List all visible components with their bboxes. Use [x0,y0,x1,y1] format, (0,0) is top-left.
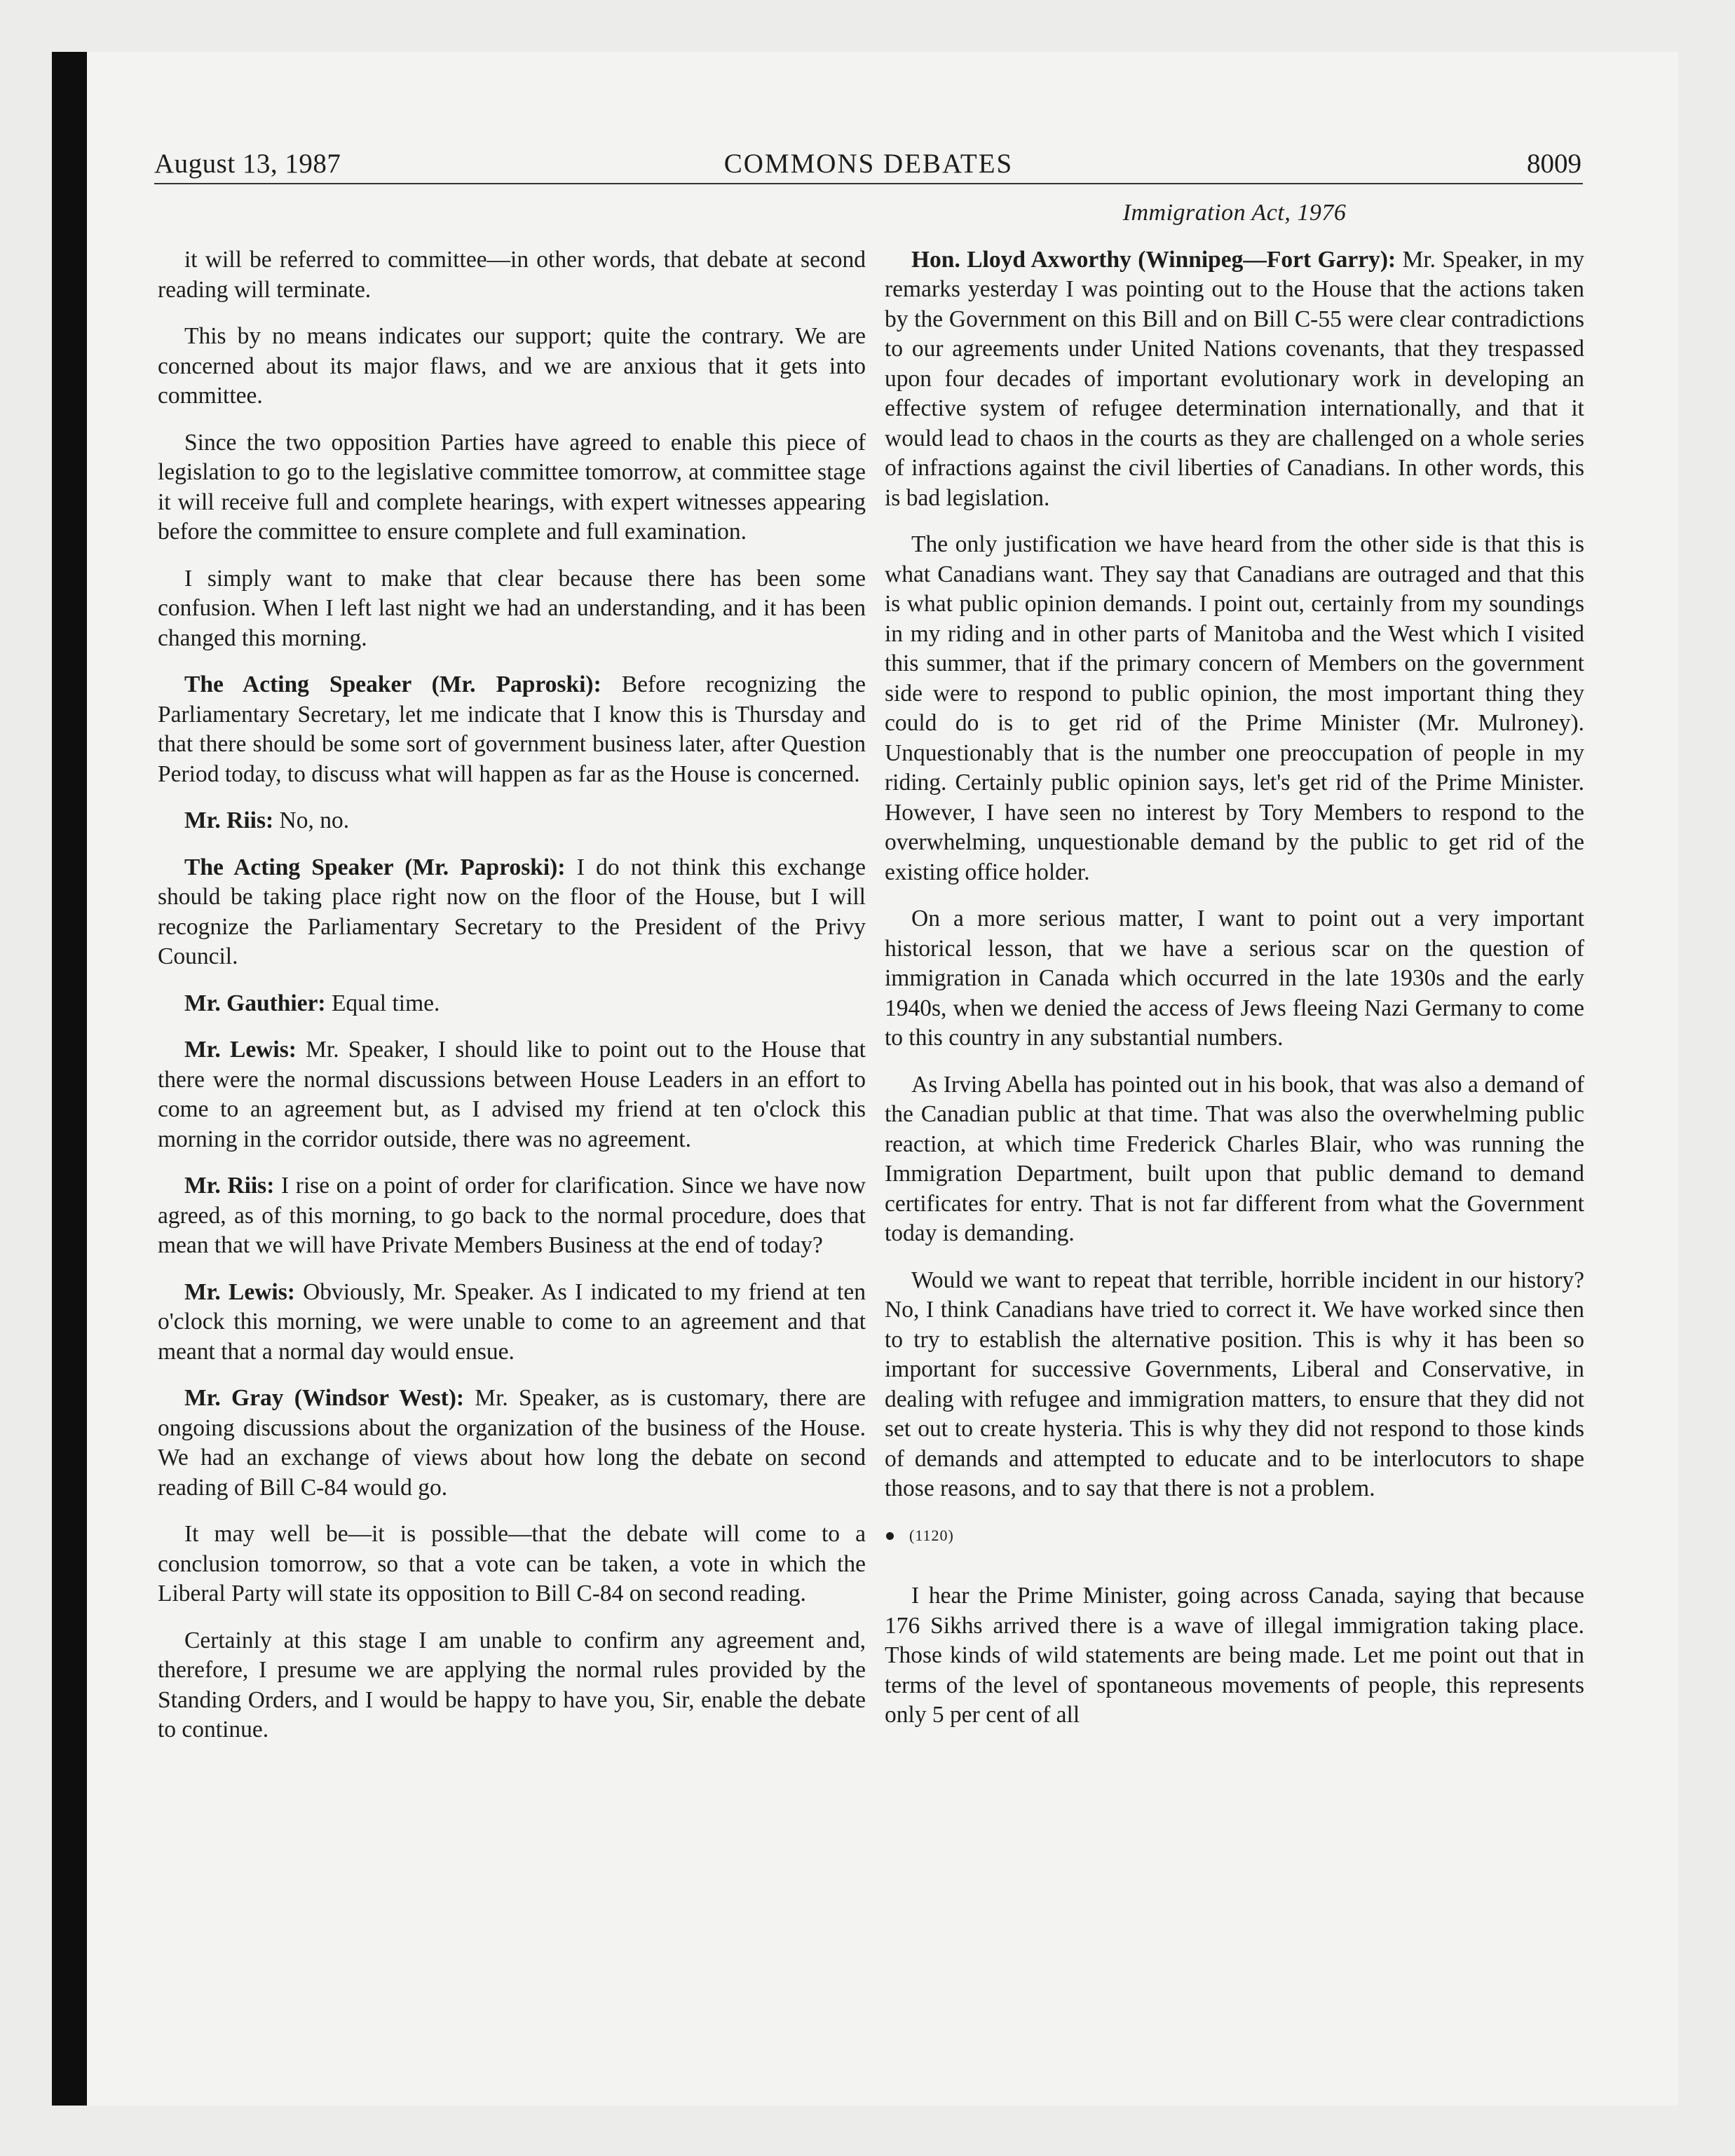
time-marker-text: (1120) [909,1526,954,1544]
paragraph-text: Equal time. [331,990,440,1016]
paragraph [158,322,866,411]
paragraph [158,245,866,305]
right-column-continuation [885,1581,1584,1731]
paragraph [158,670,866,789]
bullet-icon [886,1532,894,1540]
speaker-name: Mr. Gray (Windsor West): [184,1385,465,1411]
paragraph-text: Mr. Speaker, I should like to point out to the House that there were the normal discussions between House Leaders in an effort to come to an agreement but, as I advised my friend at ten o'clock this morning in the corridor outside, there was no agreement. [158,1037,866,1152]
paragraph [158,1520,866,1609]
paragraph [158,1035,866,1154]
paragraph [885,904,1584,1053]
paragraph-text: I simply want to make that clear because there has been some confusion. When I left last night we had an understanding, and it has been changed this morning. [158,565,866,651]
paragraph-text: No, no. [279,807,350,833]
right-column [885,198,1584,1747]
speaker-name: Hon. Lloyd Axworthy (Winnipeg—Fort Garry): [911,246,1396,273]
header-date: August 13, 1987 [154,149,341,179]
right-column-body [885,245,1584,1504]
paragraph [158,1384,866,1503]
paragraph-text: I rise on a point of order for clarification. Since we have now agreed, as of this morning, to go back to the normal procedure, does that mean that we will have Private Members Business at the end of today? [158,1173,866,1258]
time-marker [885,1521,1584,1551]
paragraph [158,1278,866,1367]
paragraph-text: On a more serious matter, I want to point out a very important historical lesson, that we have a serious scar on the question of immigration in Canada which occurred in the late 1930s and the early 1940s, when we denied the access of Jews fleeing Nazi Germany to come to this country in any substantial numbers. [885,906,1584,1051]
speaker-name: Mr. Lewis: [184,1278,295,1305]
speaker-name: Mr. Gauthier: [184,990,326,1016]
paragraph-text: Would we want to repeat that terrible, horrible incident in our history? No, I think Canadians have tried to correct it. We have worked since then to try to establish the alternative position. This is why it has been so important for successive Governments, Liberal and Conservative, in dealing with refugee and immigration matters, to ensure that they did not set out to create hysteria. This is why they did not respond to those kinds of demands and attempted to educate and to be interlocutors to shape those reasons, and to say that there is not a problem. [885,1267,1584,1501]
paragraph [885,530,1584,887]
paragraph [158,1171,866,1261]
paragraph [885,1266,1584,1504]
paragraph [885,1581,1584,1731]
paragraph-text: I hear the Prime Minister, going across Canada, saying that because 176 Sikhs arrived there is a wave of illegal immigration taking place. Those kinds of wild statements are being made. Let me point out that in terms of the level of spontaneous movements of people, this represents only 5 per cent of all [885,1583,1584,1728]
speaker-name: Mr. Lewis: [184,1037,297,1063]
paragraph [158,806,866,836]
paragraph-text: Mr. Speaker, in my remarks yesterday I was pointing out to the House that the actions taken by the Government on this Bill and on Bill C-55 were clear contradictions to our agreements under United Nations covenants, that they trespassed upon four decades of important evolutionary work in developing an effective system of refugee determination internationally, and that it would lead to chaos in the courts as they are challenged on a whole series of infractions against the civil liberties of Canadians. In other words, this is bad legislation. [885,246,1585,511]
paragraph-text: The only justification we have heard from the other side is that this is what Canadians want. They say that Canadians are outraged and that this is what public opinion demands. I point out, certainly from my soundings in my riding and in other parts of Manitoba and the West which I visited this summer, that if the primary concern of Members on the government side were to respond to public opinion, the most important thing they could do is to get rid of the Prime Minister (Mr. Mulroney). Unquestionably that is the number one preoccupation of people in my riding. Certainly public opinion says, let's get rid of the Prime Minister. However, I have seen no interest by Tory Members to respond to the overwhelming, unquestionable demand by the public to get rid of the existing office holder. [885,531,1584,885]
paragraph [158,989,866,1019]
speaker-name: The Acting Speaker (Mr. Paproski): [184,854,566,880]
paragraph [158,428,866,547]
paragraph-text: Certainly at this stage I am unable to confirm any agreement and, therefore, I presume we are applying the normal rules provided by the Standing Orders, and I would be happy to have you, Sir, enable the debate to continue. [158,1627,866,1742]
left-column [158,245,866,1762]
running-head [154,144,1583,184]
paragraph-text: Before recognizing the Parliamentary Secretary, let me indicate that I know this is Thursday and that there should be some sort of government business later, after Question Period today, to discuss what will happen as far as the House is concerned. [158,671,866,787]
speaker-name: Mr. Riis: [184,807,274,833]
speaker-name: Mr. Riis: [184,1173,275,1199]
paragraph-text: I do not think this exchange should be taking place right now on the floor of the House, but I will recognize the Parliamentary Secretary to the President of the Privy Council. [158,854,866,969]
header-page-number: 8009 [1527,149,1581,179]
paragraph-text: Obviously, Mr. Speaker. As I indicated to my friend at ten o'clock this morning, we were unable to come to an agreement and that meant that a normal day would ensue. [158,1278,866,1365]
paragraph-text: This by no means indicates our support; quite the contrary. We are concerned about its major flaws, and we are anxious that it gets into committee. [158,323,866,409]
header-title: COMMONS DEBATES [723,149,1014,179]
paragraph [158,1626,866,1745]
paragraph-text: Since the two opposition Parties have agreed to enable this piece of legislation to go to the legislative committee tomorrow, at committee stage it will receive full and complete hearings, with expert witnesses appearing before the committee to ensure complete and full examination. [158,429,866,545]
paragraph-text: it will be referred to committee—in other words, that debate at second reading will terminate. [158,247,866,303]
scan-edge [52,52,87,2106]
paragraph [158,853,866,972]
section-heading: Immigration Act, 1976 [1122,200,1347,226]
paragraph-text: As Irving Abella has pointed out in his book, that was also a demand of the Canadian public at that time. That was also the overwhelming public reaction, at which time Frederick Charles Blair, who was running the Immigration Department, built upon that public demand to demand certificates for entry. That is not far different from what the Government today is demanding. [885,1071,1584,1246]
speaker-name: The Acting Speaker (Mr. Paproski): [184,671,601,697]
paragraph [158,564,866,654]
paragraph [885,245,1584,514]
paragraph-text: It may well be—it is possible—that the debate will come to a conclusion tomorrow, so that a vote can be taken, a vote in which the Liberal Party will state its opposition to Bill C-84 on second reading. [158,1521,866,1606]
paragraph [885,1070,1584,1249]
paragraph-text: Mr. Speaker, as is customary, there are ongoing discussions about the organization of the business of the House. We had an exchange of views about how long the debate on second reading of Bill C-84 would go. [158,1385,866,1501]
